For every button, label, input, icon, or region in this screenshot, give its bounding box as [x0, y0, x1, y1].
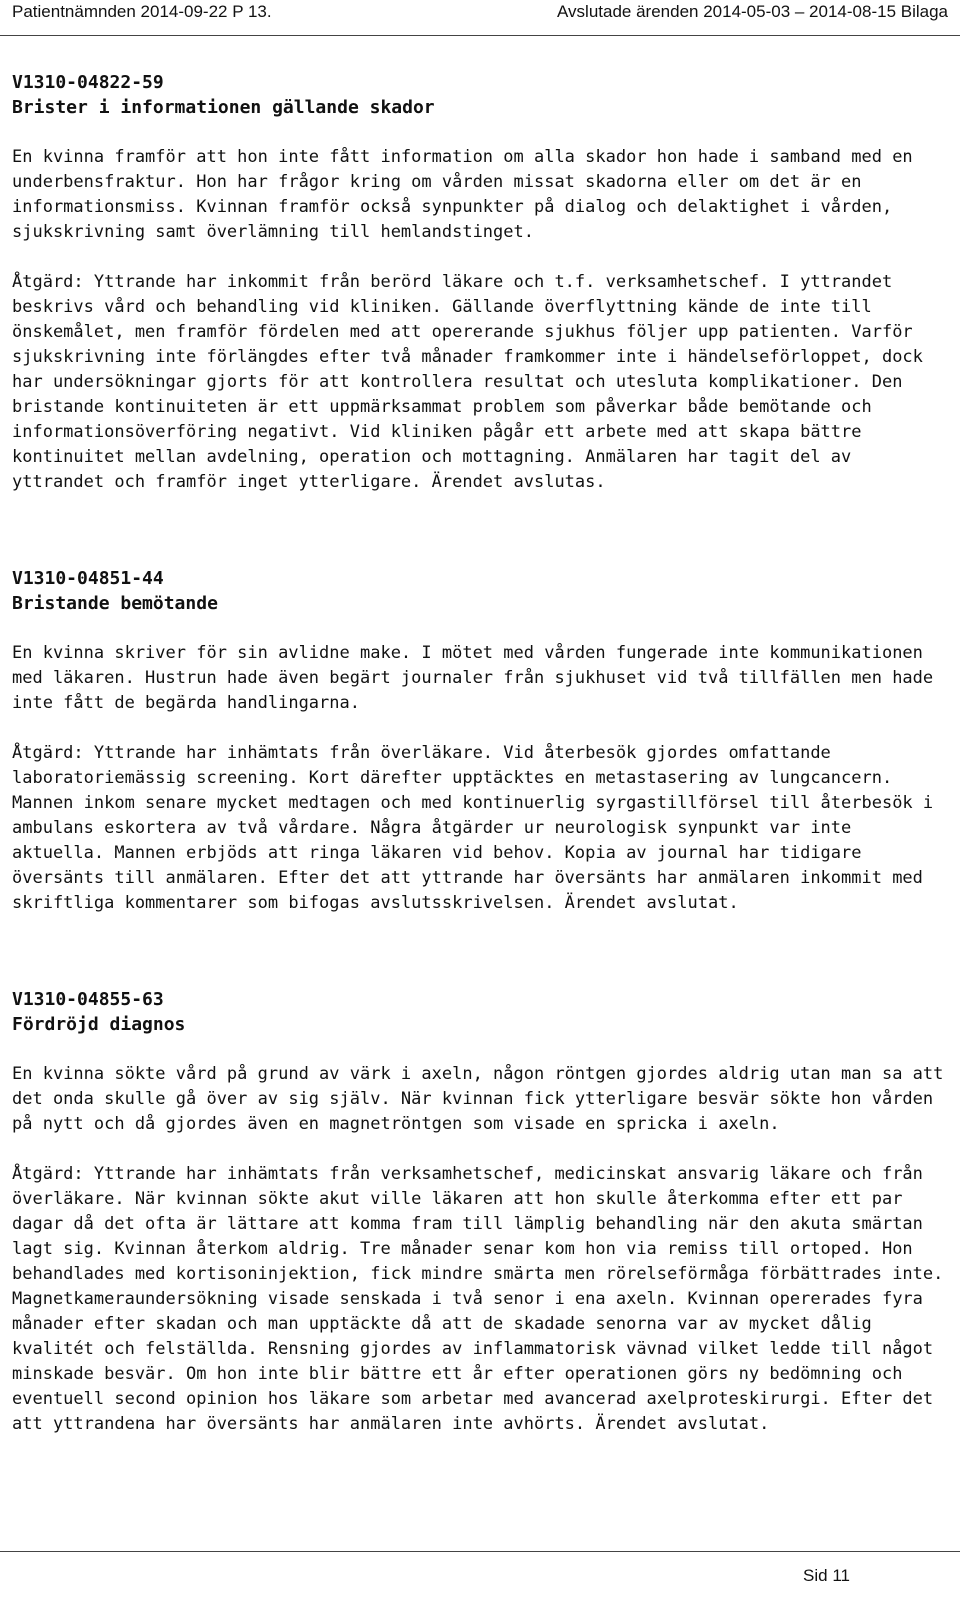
case-action: Åtgärd: Yttrande har inhämtats från verksamhetschef, medicinskat ansvarig läkare och från överläkare. När kvinnan sökte akut ville läkaren att hon skulle återkomma efter ett par dagar då det ofta är lättare att komma fram till lämplig behandling när den akuta smärtan lagt sig. Kvinnan återkom aldrig. Tre månader senar kom hon via remiss till ortoped. Hon behandlades med kortisoninjektion, fick mindre smärta men rörelseförmåga förbättrades inte. Magnetkameraundersökning visade senskada i två senor i ena axeln. Kvinnan opererades fyra månader efter skadan och man upptäckte då att de skadade senorna var av mycket dålig kvalitét och felställda. Rensning gjordes av inflammatorisk vävnad vilket ledde till något minskade besvär. Om hon inte blir bättre ett år efter operationen görs ny bedömning och eventuell second opinion hos läkare som arbetar med avancerad axelproteskirurgi. Efter det att yttrandena har översänts har anmälaren inte avhörts. Ärendet avslutat. [12, 1164, 944, 1434]
case-title: Fördröjd diagnos [12, 1014, 186, 1035]
page-footer [0, 1551, 960, 1598]
case-entry [12, 70, 948, 495]
case-complaint: En kvinna framför att hon inte fått information om alla skador hon hade i samband med en underbensfraktur. Hon har frågor kring om vården missat skadorna eller om det är en informationsmiss. Kvinnan framför också synpunkter på dialog och delaktighet i vården, sjukskrivning samt överlämning till hemlandstinget. [12, 147, 913, 242]
case-complaint: En kvinna skriver för sin avlidne make. I mötet med vården fungerade inte kommunikationen med läkaren. Hustrun hade även begärt journaler från sjukhuset vid två tillfällen men hade inte fått de begärda handlingarna. [12, 643, 934, 713]
case-id: V1310-04855-63 [12, 989, 164, 1010]
case-title: Brister i informationen gällande skador [12, 97, 435, 118]
case-entry [12, 987, 948, 1437]
case-action: Åtgärd: Yttrande har inhämtats från överläkare. Vid återbesök gjordes omfattande laboratoriemässig screening. Kort därefter upptäcktes en metastasering av lungcancern. Mannen inkom senare mycket medtagen och med kontinuerlig syrgastillförsel till återbesök i ambulans eskortera av två vårdare. Några åtgärder ur neurologisk synpunkt var inte aktuella. Mannen erbjöds att ringa läkaren vid behov. Kopia av journal har tidigare översänts till anmälaren. Efter det att yttrande har översänts har anmälaren inkommit med skriftliga kommentarer som bifogas avslutsskrivelsen. Ärendet avslutat. [12, 743, 934, 913]
header-right-text: Avslutade ärenden 2014-05-03 – 2014-08-15 Bilaga [557, 2, 948, 21]
case-complaint: En kvinna sökte vård på grund av värk i axeln, någon röntgen gjordes aldrig utan man sa att det onda skulle gå över av sig själv. När kvinnan fick ytterligare besvär sökte hon vården på nytt och då gjordes även en magnetröntgen som visade en spricka i axeln. [12, 1064, 944, 1134]
page-header [0, 0, 960, 36]
case-id: V1310-04851-44 [12, 568, 164, 589]
case-action: Åtgärd: Yttrande har inkommit från berörd läkare och t.f. verksamhetschef. I yttrandet beskrivs vård och behandling vid kliniken. Gällande överflyttning kände de inte till önskemålet, men framför fördelen med att opererande sjukhus följer upp patienten. Varför sjukskrivning inte förlängdes efter två månader framkommer inte i händelseförloppet, dock har undersökningar gjorts för att kontrollera resultat och utesluta komplikationer. Den bristande kontinuiteten är ett uppmärksammat problem som påverkar både bemötande och informationsöverföring negativt. Vid kliniken pågår ett arbete med att skapa bättre kontinuitet mellan avdelning, operation och mottagning. Anmälaren har tagit del av yttrandet och framför inget ytterligare. Ärendet avslutas. [12, 272, 923, 492]
header-left-text: Patientnämnden 2014-09-22 P 13. [12, 2, 272, 21]
case-entry [12, 566, 948, 916]
case-title: Bristande bemötande [12, 593, 218, 614]
case-id: V1310-04822-59 [12, 72, 164, 93]
page-number: Sid 11 [803, 1566, 850, 1585]
